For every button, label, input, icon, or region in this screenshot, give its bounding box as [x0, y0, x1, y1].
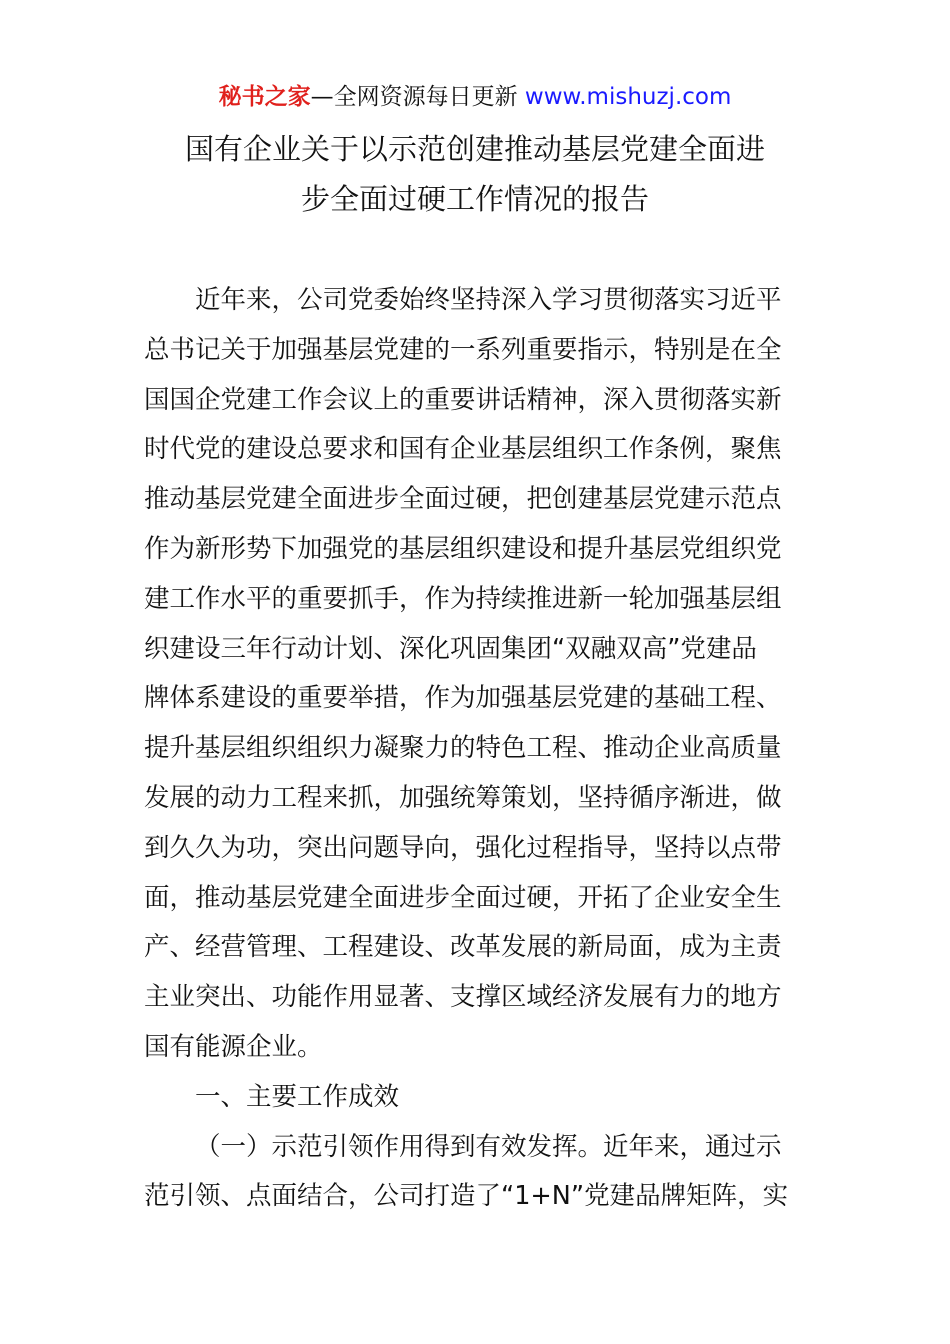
paragraph-line: 主业突出、功能作用显著、支撑区域经济发展有力的地方: [144, 982, 782, 1013]
paragraph-line: 到久久为功，突出问题导向，强化过程指导，坚持以点带: [144, 832, 782, 863]
document-title: [140, 124, 810, 224]
brand-name: 秘书之家: [218, 84, 311, 110]
site-link[interactable]: www.mishuzj.com: [524, 84, 732, 110]
paragraph-line: 织建设三年行动计划、深化巩固集团“双融双高”党建品: [144, 633, 757, 664]
header-tagline: —全网资源每日更新: [310, 84, 525, 110]
paragraph-line: 作为新形势下加强党的基层组织建设和提升基层党组织党: [144, 533, 782, 564]
document-body: [144, 276, 812, 1222]
section-heading: 一、主要工作成效: [195, 1081, 400, 1112]
paragraph-line: 建工作水平的重要抓手，作为持续推进新一轮加强基层组: [144, 583, 782, 614]
paragraph-line: 总书记关于加强基层党建的一系列重要指示，特别是在全: [144, 334, 782, 365]
paragraph-line: 近年来，公司党委始终坚持深入学习贯彻落实习近平: [195, 285, 782, 315]
title-line-1: 国有企业关于以示范创建推动基层党建全面进: [184, 132, 765, 166]
site-header: [0, 80, 950, 114]
paragraph-line: 推动基层党建全面进步全面过硬，把创建基层党建示范点: [144, 484, 782, 515]
subsection-line: （一）示范引领作用得到有效发挥。近年来，通过示: [195, 1131, 782, 1162]
title-line-2: 步全面过硬工作情况的报告: [300, 182, 649, 216]
paragraph-line: 范引领、点面结合，公司打造了“1+N”党建品牌矩阵，实: [144, 1181, 789, 1212]
paragraph-line: 牌体系建设的重要举措，作为加强基层党建的基础工程、: [144, 683, 782, 714]
paragraph-line: 国国企党建工作会议上的重要讲话精神，深入贯彻落实新: [144, 384, 782, 415]
paragraph-line: 面，推动基层党建全面进步全面过硬，开拓了企业安全生: [144, 882, 782, 913]
paragraph-line: 产、经营管理、工程建设、改革发展的新局面，成为主责: [144, 932, 782, 963]
paragraph-line: 时代党的建设总要求和国有企业基层组织工作条例，聚焦: [144, 434, 782, 465]
paragraph-line: 发展的动力工程来抓，加强统筹策划，坚持循序渐进，做: [144, 782, 782, 813]
paragraph-line: 提升基层组织组织力凝聚力的特色工程、推动企业高质量: [144, 733, 782, 764]
paragraph-line: 国有能源企业。: [144, 1031, 323, 1062]
